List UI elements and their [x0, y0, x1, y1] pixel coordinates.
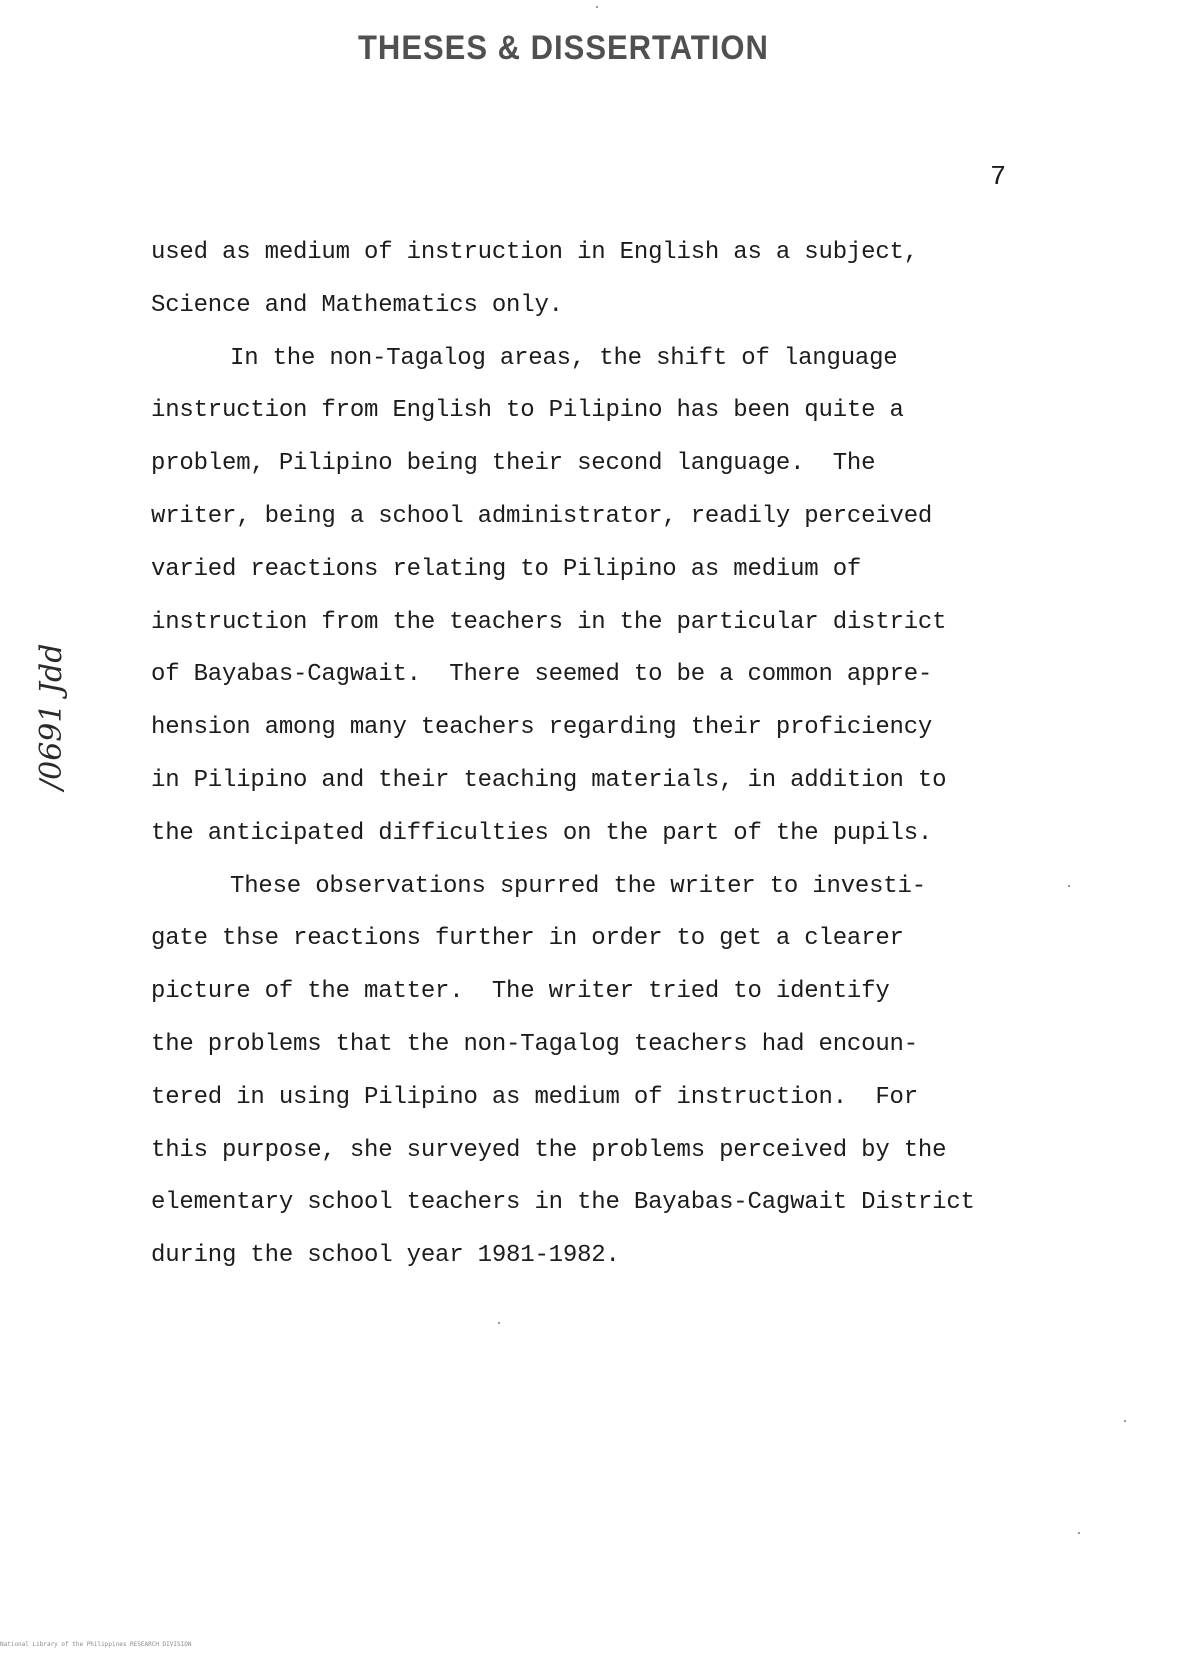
text-line: the problems that the non-Tagalog teachers had encoun-	[151, 1030, 918, 1058]
scan-speck	[1078, 1532, 1080, 1534]
text-line: used as medium of instruction in English as a subject,	[151, 239, 918, 266]
text-line: varied reactions relating to Pilipino as medium of	[151, 555, 862, 583]
text-line: instruction from English to Pilipino has been quite a	[151, 397, 904, 425]
text-line: during the school year 1981-1982.	[151, 1242, 620, 1270]
text-line: in Pilipino and their teaching materials, in addition to	[151, 766, 947, 794]
handwritten-margin-note: /0691 Jdd	[34, 643, 69, 790]
text-line: instruction from the teachers in the particular district	[151, 608, 947, 636]
scan-speck	[596, 6, 598, 8]
paragraph-start-line: These observations spurred the writer to investi-	[230, 872, 926, 900]
paragraph-start-line: In the non-Tagalog areas, the shift of language	[230, 344, 898, 372]
body-text	[151, 227, 1091, 1283]
page-number: 7	[990, 163, 1007, 193]
scan-speck	[1068, 885, 1070, 887]
text-line: Science and Mathematics only.	[151, 291, 563, 319]
text-line: hension among many teachers regarding their proficiency	[151, 714, 933, 742]
text-line: picture of the matter. The writer tried to identify	[151, 978, 890, 1006]
scan-footer-note: National Library of the Philippines RESEARCH DIVISION	[0, 1641, 192, 1648]
text-line: writer, being a school administrator, readily perceived	[151, 502, 933, 530]
text-line: elementary school teachers in the Bayabas-Cagwait District	[151, 1189, 975, 1217]
text-line: tered in using Pilipino as medium of instruction. For	[151, 1083, 918, 1111]
text-line: of Bayabas-Cagwait. There seemed to be a common appre-	[151, 661, 933, 689]
text-line: problem, Pilipino being their second language. The	[151, 450, 876, 478]
text-line: this purpose, she surveyed the problems perceived by the	[151, 1136, 947, 1164]
scan-speck	[498, 1322, 500, 1324]
text-line: gate thse reactions further in order to get a clearer	[151, 925, 904, 953]
scan-speck	[1124, 1420, 1126, 1422]
text-line: the anticipated difficulties on the part of the pupils.	[151, 819, 933, 847]
theses-dissertation-stamp: THESES & DISSERTATION	[358, 28, 769, 67]
